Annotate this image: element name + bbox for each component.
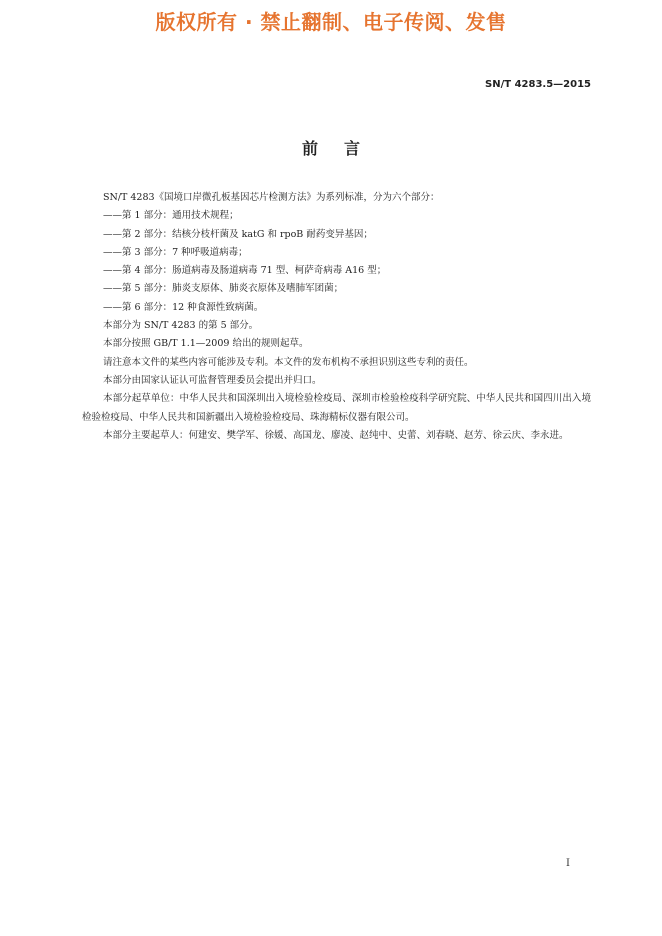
paragraph-series-intro: SN/T 4283《国境口岸微孔板基因芯片检测方法》为系列标准，分为六个部分： bbox=[103, 192, 440, 203]
list-item-part-5: ——第 5 部分：肺炎支原体、肺炎衣原体及嗜肺军团菌； bbox=[103, 283, 344, 295]
paragraph-drafting-rules: 本部分按照 GB/T 1.1—2009 给出的规则起草。 bbox=[103, 338, 309, 350]
foreword-body bbox=[82, 189, 591, 445]
list-item-part-6: ——第 6 部分：12 种食源性致病菌。 bbox=[103, 301, 264, 313]
list-item-part-3: ——第 3 部分：7 种呼吸道病毒； bbox=[103, 246, 248, 258]
standard-code: SN/T 4283.5—2015 bbox=[485, 79, 591, 90]
paragraph-proposer: 本部分由国家认证认可监督管理委员会提出并归口。 bbox=[103, 374, 322, 386]
copyright-watermark: 版权所有 · 禁止翻制、电子传阅、发售 bbox=[155, 10, 507, 34]
page-title: 前言 bbox=[301, 139, 386, 158]
paragraph-drafters: 本部分主要起草人：何建安、樊学军、徐媛、高国龙、廖凌、赵纯中、史蕾、刘春晓、赵芳、徐云庆、李永进。 bbox=[103, 429, 569, 441]
list-item-part-2: ——第 2 部分：结核分枝杆菌及 katG 和 rpoB 耐药变异基因； bbox=[103, 228, 373, 240]
paragraph-patent-notice: 请注意本文件的某些内容可能涉及专利。本文件的发布机构不承担识别这些专利的责任。 bbox=[103, 356, 474, 368]
paragraph-drafting-units: 本部分起草单位：中华人民共和国深圳出入境检验检疫局、深圳市检验检疫科学研究院、中华人民共和国四川出入境检验检疫局、中华人民共和国新疆出入境检验检疫局、珠海精标仪器有限公司。 bbox=[82, 393, 591, 423]
list-item-part-4: ——第 4 部分：肠道病毒及肠道病毒 71 型、柯萨奇病毒 A16 型； bbox=[103, 265, 387, 277]
page-number: I bbox=[566, 858, 570, 869]
list-item-part-1: ——第 1 部分：通用技术规程； bbox=[103, 210, 239, 222]
paragraph-part-number: 本部分为 SN/T 4283 的第 5 部分。 bbox=[103, 320, 259, 332]
